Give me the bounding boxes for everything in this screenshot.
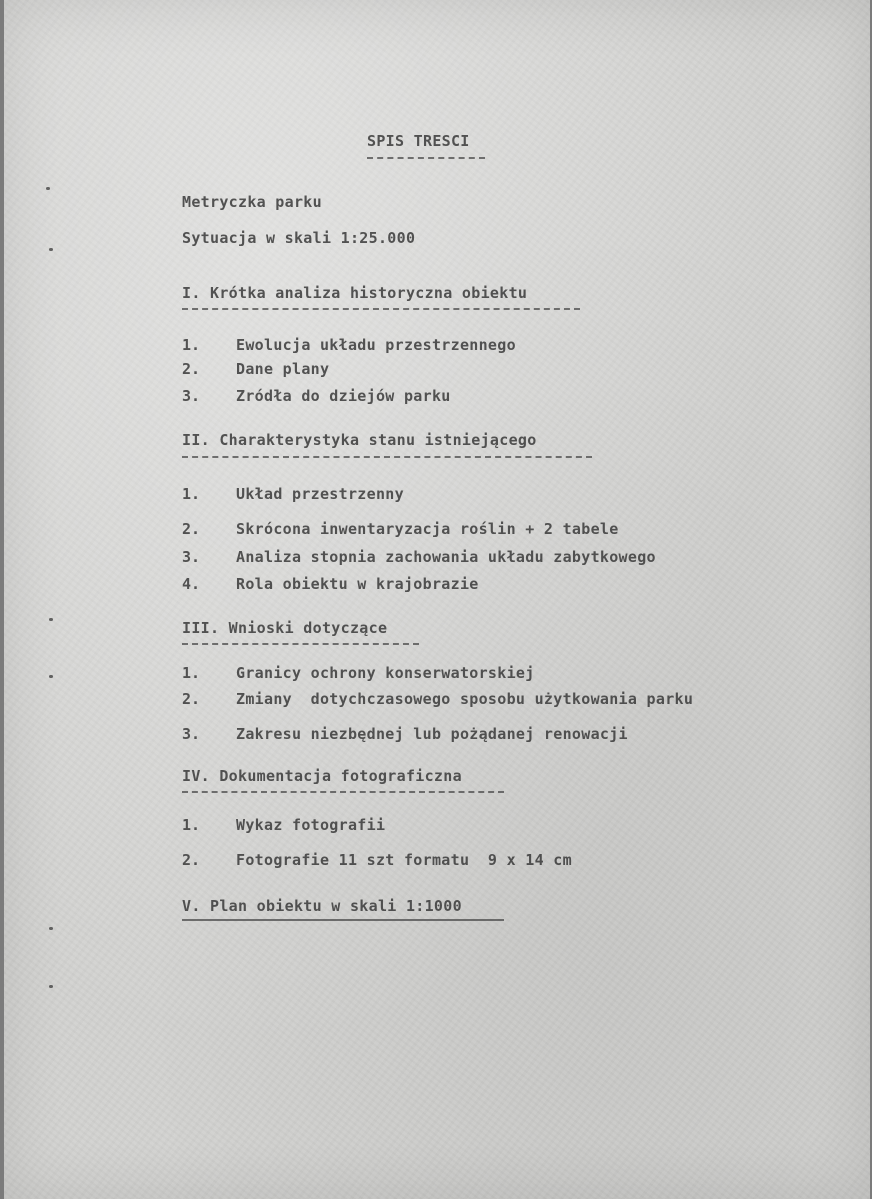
list-item: Dane plany	[236, 360, 330, 378]
page-title: SPIS TRESCI	[367, 132, 470, 150]
margin-mark	[49, 618, 53, 621]
document-page	[4, 0, 870, 1199]
list-item: Wykaz fotografii	[236, 816, 386, 834]
section-underline	[182, 643, 419, 645]
section-underline	[182, 919, 504, 921]
item-number: 1.	[182, 664, 201, 682]
list-item: Ewolucja układu przestrzennego	[236, 336, 516, 354]
section-underline	[182, 791, 504, 793]
item-number: 2.	[182, 851, 201, 869]
list-item: Granicy ochrony konserwatorskiej	[236, 664, 535, 682]
margin-mark	[49, 675, 53, 678]
section-underline	[182, 308, 580, 310]
section-heading: V. Plan obiektu w skali 1:1000	[182, 897, 462, 915]
item-number: 3.	[182, 387, 201, 405]
item-number: 2.	[182, 360, 201, 378]
list-item: Fotografie 11 szt formatu 9 x 14 cm	[236, 851, 572, 869]
section-heading: I. Krótka analiza historyczna obiektu	[182, 284, 528, 302]
intro-line: Metryczka parku	[182, 193, 322, 211]
margin-mark	[49, 985, 53, 988]
list-item: Rola obiektu w krajobrazie	[236, 575, 479, 593]
list-item: Zmiany dotychczasowego sposobu użytkowania parku	[236, 690, 694, 708]
list-item: Układ przestrzenny	[236, 485, 404, 503]
item-number: 2.	[182, 520, 201, 538]
margin-mark	[49, 927, 53, 930]
list-item: Zakresu niezbędnej lub pożądanej renowacji	[236, 725, 628, 743]
intro-line: Sytuacja w skali 1:25.000	[182, 229, 416, 247]
item-number: 3.	[182, 548, 201, 566]
title-underline	[367, 157, 485, 159]
item-number: 4.	[182, 575, 201, 593]
section-heading: II. Charakterystyka stanu istniejącego	[182, 431, 537, 449]
section-heading: IV. Dokumentacja fotograficzna	[182, 767, 462, 785]
item-number: 1.	[182, 485, 201, 503]
section-underline	[182, 456, 592, 458]
list-item: Zródła do dziejów parku	[236, 387, 451, 405]
section-heading: III. Wnioski dotyczące	[182, 619, 388, 637]
list-item: Skrócona inwentaryzacja roślin + 2 tabele	[236, 520, 619, 538]
item-number: 2.	[182, 690, 201, 708]
list-item: Analiza stopnia zachowania układu zabytkowego	[236, 548, 656, 566]
item-number: 1.	[182, 816, 201, 834]
margin-mark	[46, 187, 50, 190]
item-number: 3.	[182, 725, 201, 743]
item-number: 1.	[182, 336, 201, 354]
margin-mark	[49, 248, 53, 251]
